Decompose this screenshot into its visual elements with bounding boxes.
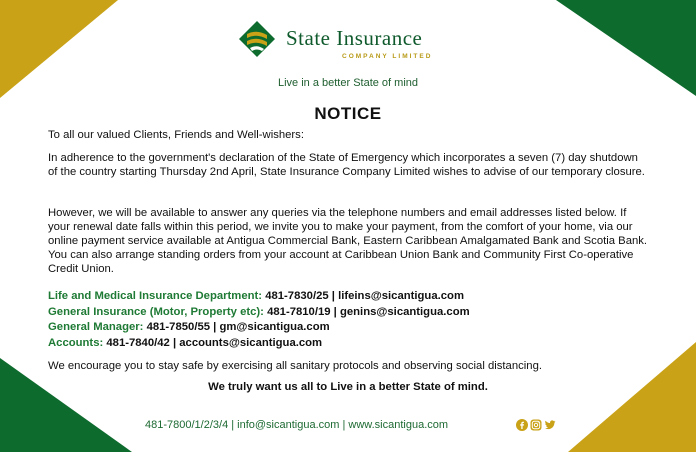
- contact-label: Accounts:: [48, 336, 104, 349]
- social-icons: [516, 419, 556, 432]
- contact-value: 481-7810/19 | genins@sicantigua.com: [263, 305, 470, 318]
- tagline: Live in a better State of mind: [277, 77, 419, 89]
- slogan: We truly want us all to Live in a better State of mind.: [208, 381, 488, 393]
- salutation: To all our valued Clients, Friends and Well-wishers:: [48, 129, 304, 141]
- contact-value: 481-7850/55 | gm@sicantigua.com: [143, 321, 330, 333]
- contact-line-life-medical: [48, 289, 648, 305]
- contact-label: General Manager:: [48, 321, 144, 333]
- brand-name: State Insurance: [286, 26, 423, 50]
- payment-paragraph: However, we will be available to answer any queries via the telephone numbers and email addresses listed below. If your renewal date falls within this period, we invite you to make your payment, from the comfort of your home, via our online payment service available at Antigua Commercial Bank, Eastern Caribbean Amalgamated Bank and Scotia Bank. You can also arrange standing orders from your account at Caribbean Union Bank and Community First Co-operative Credit Union.: [48, 207, 648, 275]
- notice-title: NOTICE: [314, 104, 382, 123]
- contact-value: 481-7830/25 | lifeins@sicantigua.com: [262, 290, 464, 302]
- twitter-icon[interactable]: [544, 419, 556, 431]
- contact-value: 481-7840/42 | accounts@sicantigua.com: [103, 336, 323, 349]
- instagram-icon[interactable]: [530, 419, 542, 431]
- contact-label: General Insurance (Motor, Property etc):: [48, 305, 264, 318]
- logo-mark-icon: [238, 20, 276, 58]
- brand-subtitle: COMPANY LIMITED: [342, 53, 433, 60]
- facebook-icon[interactable]: [516, 419, 528, 431]
- contact-line-general-insurance: [48, 305, 648, 321]
- closure-paragraph: In adherence to the government's declaration of the State of Emergency which incorporates a seven (7) day shutdown of the country starting Thursday 2nd April, State Insurance Company Limited wishes to advise of our temporary closure.: [48, 152, 645, 178]
- footer-contact: 481-7800/1/2/3/4 | info@sicantigua.com | www.sicantigua.com: [145, 419, 449, 431]
- closing-statement: We encourage you to stay safe by exercising all sanitary protocols and observing social distancing.: [48, 360, 542, 372]
- corner-bottom-right-decoration: [546, 342, 696, 452]
- contact-line-general-manager: [48, 320, 648, 336]
- contact-list: [48, 289, 648, 351]
- contact-label: Life and Medical Insurance Department:: [48, 290, 263, 302]
- contact-line-accounts: [48, 336, 648, 352]
- company-logo: [0, 18, 696, 66]
